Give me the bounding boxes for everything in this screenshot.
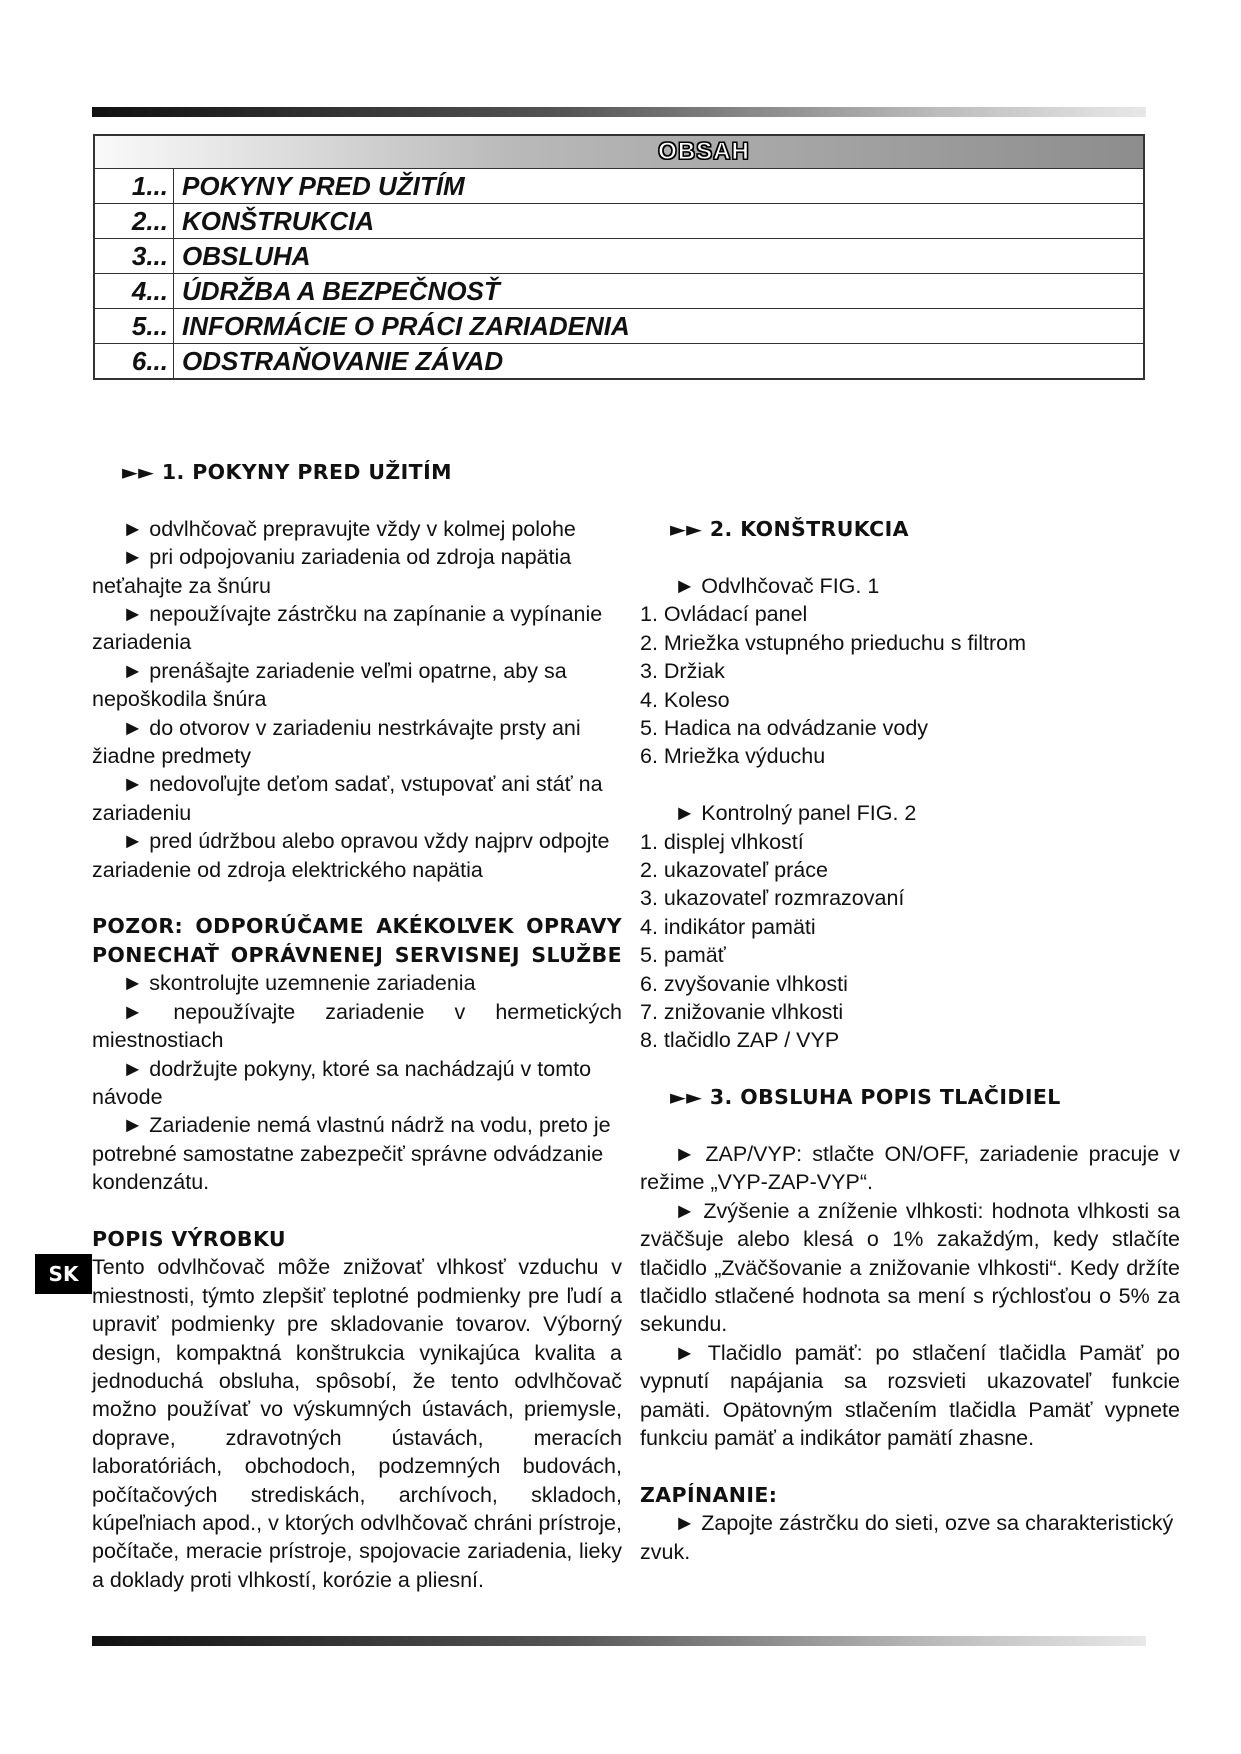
toc-number: 1...: [94, 169, 174, 204]
toc-title: ÚDRŽBA A BEZPEČNOSŤ: [174, 274, 1145, 309]
spacer: [640, 1112, 1180, 1140]
toc-row: [94, 309, 1144, 344]
power-on-text: ► Zapojte zástrčku do sieti, ozve sa charakteristický zvuk.: [640, 1511, 1174, 1564]
safety-bullet: ► dodržujte pokyny, ktoré sa nachádzajú v tomto návode: [92, 1056, 592, 1109]
spacer: [640, 544, 1180, 572]
safety-bullet: ► odvlhčovač prepravujte vždy v kolmej polohe: [122, 516, 576, 541]
product-description-heading: POPIS VÝROBKU: [92, 1226, 286, 1251]
spacer: [640, 1453, 1180, 1481]
toc-heading: OBSAH: [658, 138, 750, 165]
toc-row: [94, 274, 1144, 309]
toc-number: 4...: [94, 274, 174, 309]
section-3-heading: ►► 3. OBSLUHA POPIS TLAČIDIEL: [670, 1085, 1061, 1110]
list-item: 3. ukazovateľ rozmrazovaní: [640, 886, 905, 911]
table-of-contents: [93, 134, 1145, 380]
safety-bullet: ► Zariadenie nemá vlastnú nádrž na vodu, preto je potrebné samostatne zabezpečiť správne odvádzanie kondenzátu.: [92, 1113, 611, 1195]
list-item: 5. pamäť: [640, 943, 726, 968]
toc-title: ODSTRAŇOVANIE ZÁVAD: [174, 344, 1145, 380]
toc-row: [94, 239, 1144, 274]
button-description: ► Tlačidlo pamäť: po stlačení tlačidla Pamäť po vypnutí napájania sa rozsvieti ukazovateľ funkcie pamäti. Opätovným stlačením tlačidla Pamäť vypnete funkciu pamäť a indikátor pamätí zhasne.: [640, 1340, 1180, 1451]
list-item: 1. displej vlhkostí: [640, 829, 804, 854]
spacer: [640, 487, 1180, 515]
language-tab: SK: [35, 1254, 92, 1294]
toc-number: 3...: [94, 239, 174, 274]
power-on-heading: ZAPÍNANIE:: [640, 1482, 778, 1507]
figure-2-label: ► Kontrolný panel FIG. 2: [674, 801, 917, 826]
spacer: [92, 486, 622, 514]
spacer: [640, 458, 1180, 486]
toc-number: 6...: [94, 344, 174, 380]
warning-notice: POZOR: ODPORÚČAME AKÉKOĽVEK OPRAVY PONECHAŤ OPRÁVNENEJ SERVISNEJ SLUŽBE: [92, 914, 622, 967]
safety-bullet: ► skontrolujte uzemnenie zariadenia: [122, 971, 476, 996]
button-description: ► ZAP/VYP: stlačte ON/OFF, zariadenie pracuje v režime „VYP-ZAP-VYP“.: [640, 1142, 1180, 1195]
safety-bullet: ► pri odpojovaniu zariadenia od zdroja napätia neťahajte za šnúru: [92, 545, 572, 598]
safety-bullet: ► nepoužívajte zástrčku na zapínanie a vypínanie zariadenia: [92, 602, 603, 655]
right-column: [640, 430, 1180, 1566]
section-2-heading: ►► 2. KONŠTRUKCIA: [670, 517, 909, 542]
list-item: 4. indikátor pamäti: [640, 914, 816, 939]
figure-1-label: ► Odvlhčovač FIG. 1: [674, 573, 880, 598]
product-description-text: Tento odvlhčovač môže znižovať vlhkosť vzduchu v miestnosti, týmto zlepšiť teplotné podmienky pre ľudí a upraviť podmienky pre skladovanie tovarov. Výborný design, kompaktná konštrukcia vynikajúca kvalita a jednoduchá obsluha, spôsobí, že tento odvlhčovač možno používať vo výskumných ústavách, priemysle, doprave, zdravotných ústavách, meracích laboratóriách, obchodoch, podzemných budovách, počítačových strediskách, archívoch, skladoch, kúpeľniach apod., v ktorých odvlhčovač chráni prístroje, počítače, meracie prístroje, spojovacie zariadenia, lieky a doklady proti vlhkostí, korózie a pliesní.: [92, 1255, 622, 1592]
safety-bullet: ► nedovoľujte deťom sadať, vstupovať ani stáť na zariadeniu: [92, 772, 603, 825]
toc-title: KONŠTRUKCIA: [174, 204, 1145, 239]
toc-row: [94, 344, 1144, 380]
spacer: [640, 1055, 1180, 1083]
top-decorative-bar: [92, 107, 1146, 117]
list-item: 8. tlačidlo ZAP / VYP: [640, 1028, 840, 1053]
spacer: [92, 1197, 622, 1225]
toc-number: 5...: [94, 309, 174, 344]
list-item: 5. Hadica na odvádzanie vody: [640, 716, 929, 740]
spacer: [92, 884, 622, 912]
toc-title: OBSLUHA: [174, 239, 1145, 274]
toc-heading-cell: [94, 135, 1144, 169]
toc-title: POKYNY PRED UŽITÍM: [174, 169, 1145, 204]
list-item: 6. zvyšovanie vlhkosti: [640, 971, 848, 996]
safety-bullet: ► pred údržbou alebo opravou vždy najprv odpojte zariadenie od zdroja elektrického napätia: [92, 829, 610, 882]
list-item: 6. Mriežka výduchu: [640, 744, 826, 769]
list-item: 7. znižovanie vlhkosti: [640, 1000, 844, 1025]
toc-number: 2...: [94, 204, 174, 239]
safety-bullet: ► prenášajte zariadenie veľmi opatrne, aby sa nepoškodila šnúra: [92, 658, 567, 712]
section-1-heading: ►► 1. POKYNY PRED UŽITÍM: [122, 460, 452, 484]
safety-bullet: ► nepoužívajte zariadenie v hermetických miestnostiach: [92, 999, 622, 1053]
toc-row: [94, 169, 1144, 204]
toc-row: [94, 204, 1144, 239]
safety-bullet: ► do otvorov v zariadeniu nestrkávajte prsty ani žiadne predmety: [92, 715, 581, 769]
bottom-decorative-bar: [92, 1636, 1146, 1646]
list-item: 2. ukazovateľ práce: [640, 858, 828, 883]
left-column: [92, 458, 622, 1594]
spacer: [640, 771, 1180, 799]
list-item: 4. Koleso: [640, 687, 730, 712]
button-description: ► Zvýšenie a zníženie vlhkosti: hodnota vlhkosti sa zväčšuje alebo klesá o 1% zakaždým, kedy stlačíte tlačidlo „Zväčšovanie a znižovanie vlhkosti“. Kedy držíte tlačidlo stlačené hodnota sa mení s rýchlosťou o 5% za sekundu.: [640, 1198, 1180, 1337]
list-item: 1. Ovládací panel: [640, 602, 808, 627]
list-item: 3. Držiak: [640, 659, 725, 684]
spacer: [640, 430, 1180, 458]
list-item: 2. Mriežka vstupného prieduchu s filtrom: [640, 630, 1026, 655]
toc-title: INFORMÁCIE O PRÁCI ZARIADENIA: [174, 309, 1145, 344]
